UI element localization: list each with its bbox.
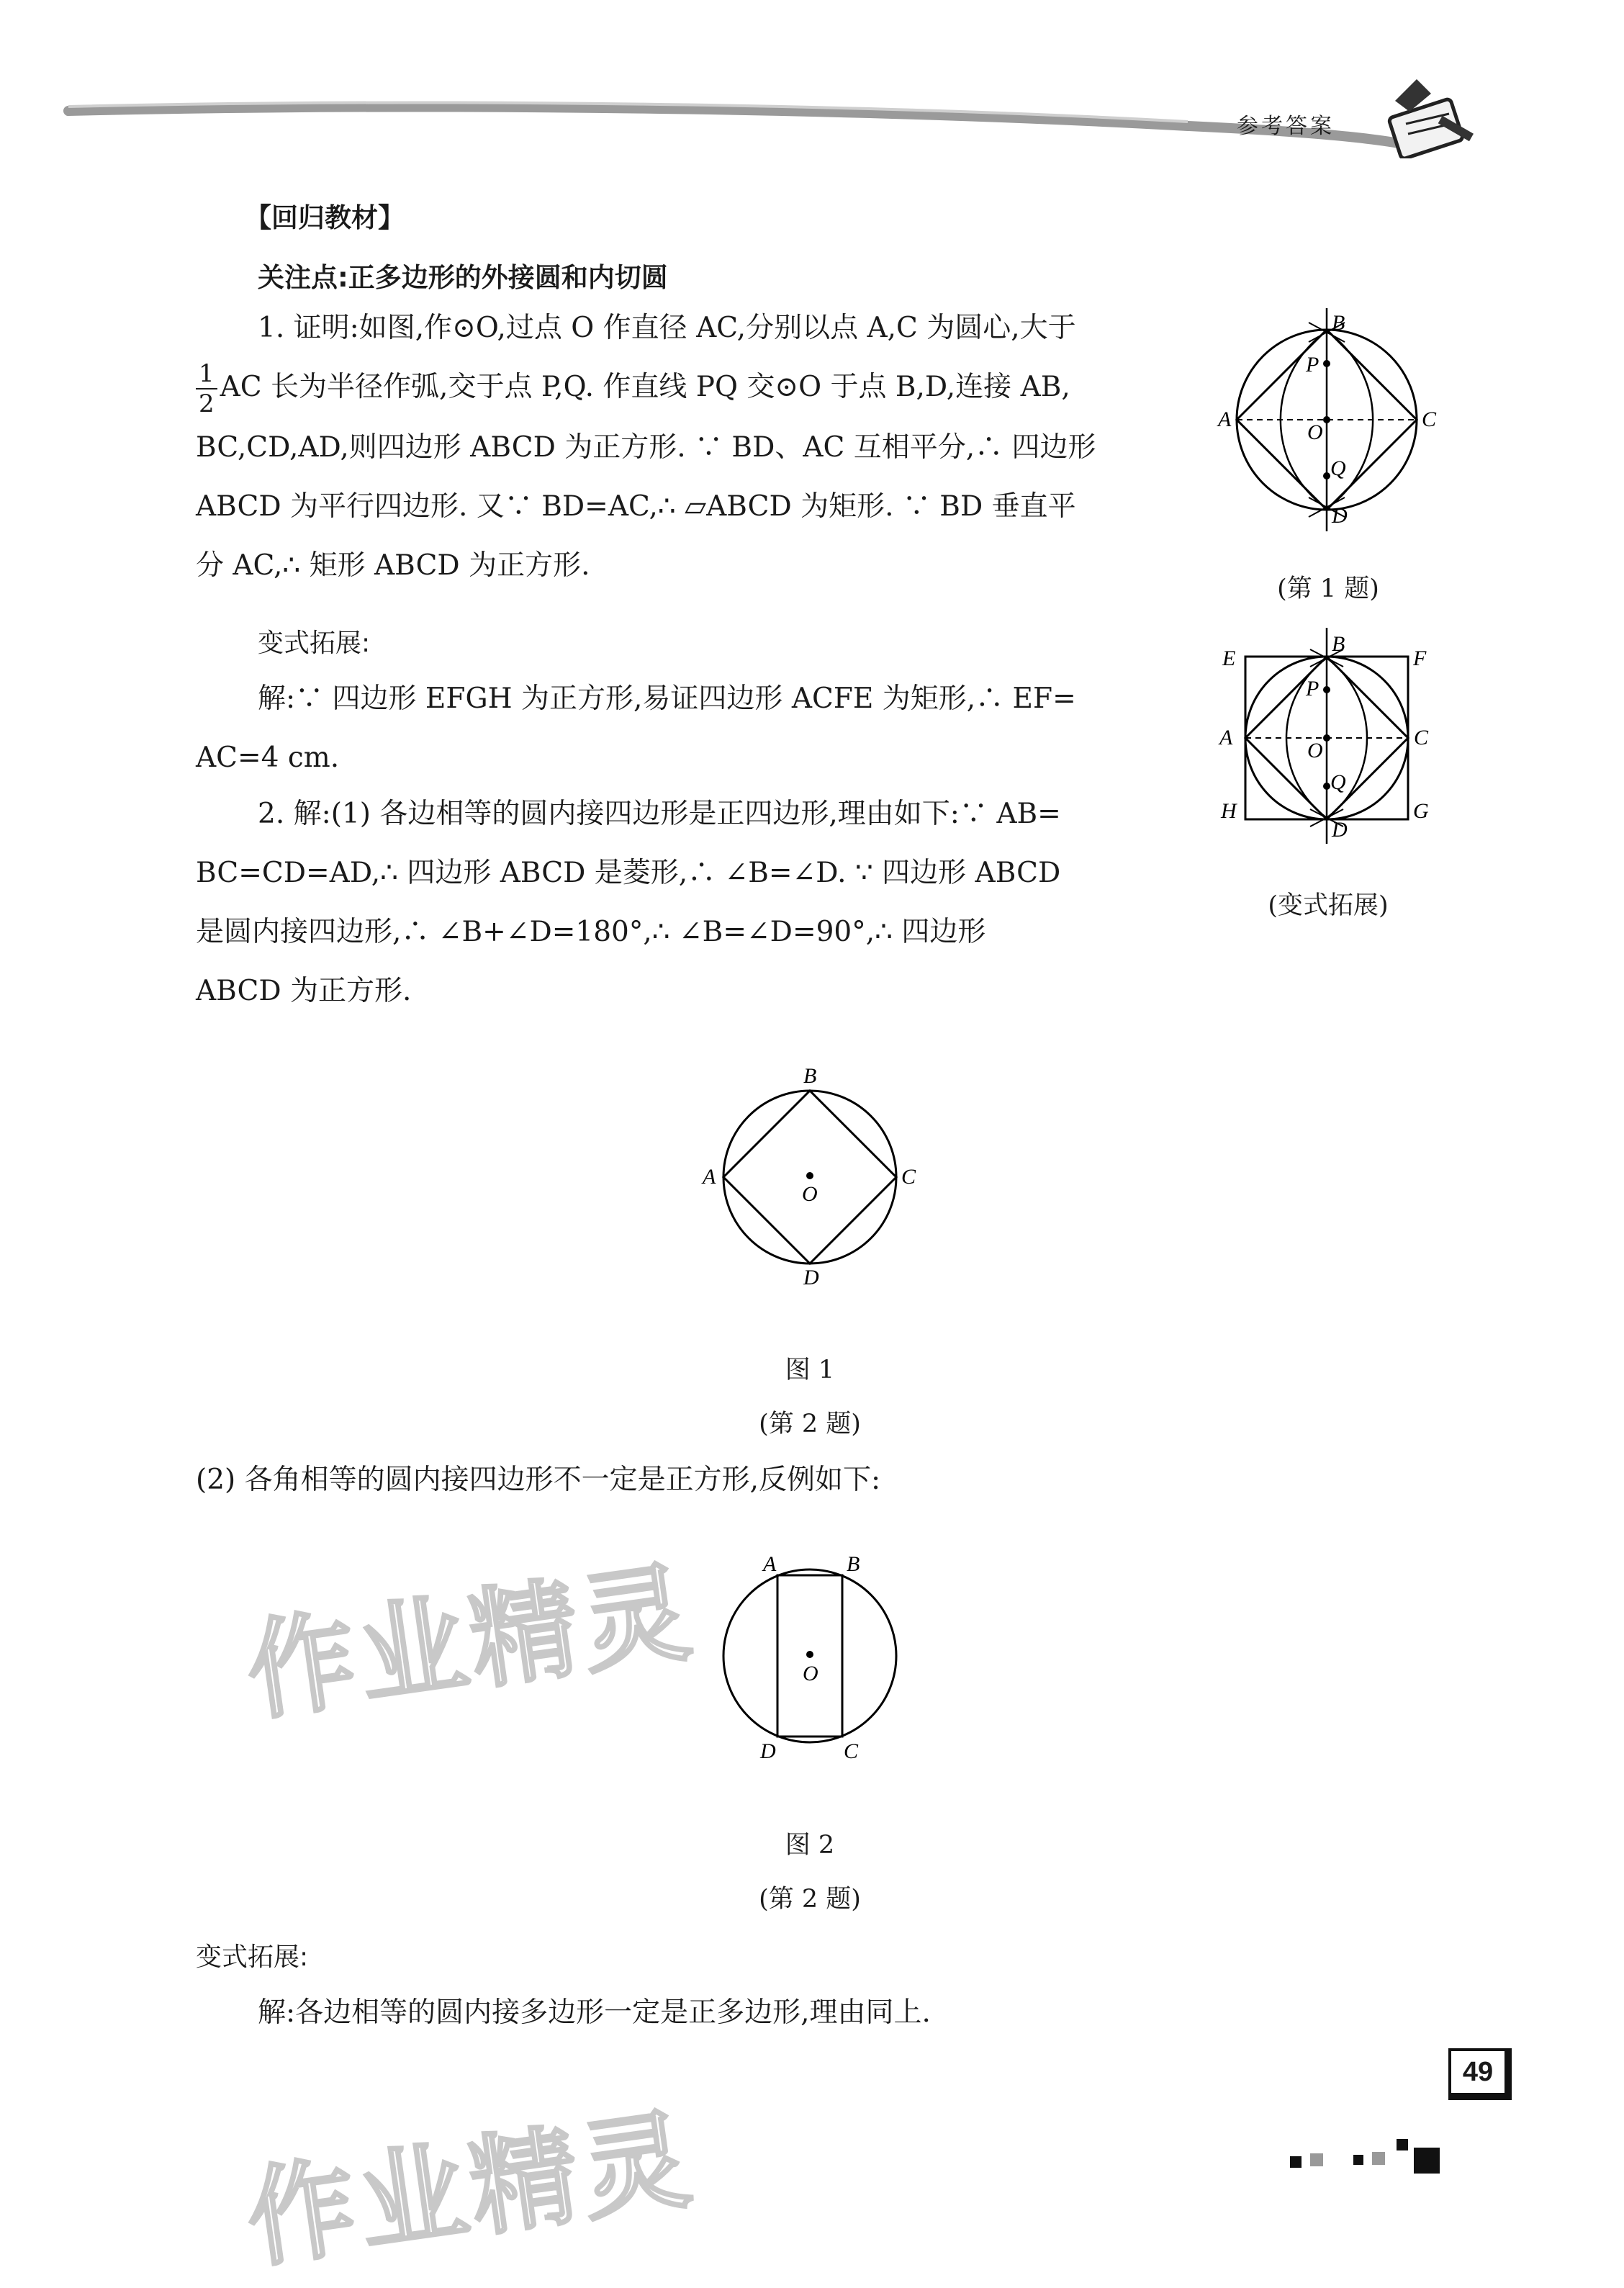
q2-part1 [196, 785, 1192, 1021]
label-F: F [1413, 647, 1427, 670]
q1-line2: AC 长为半径作弧,交于点 P,Q. 作直线 PQ 交⊙O 于点 B,D,连接 AB, [220, 371, 1070, 403]
figure-2-2 [691, 1548, 929, 1778]
label-C: C [1414, 726, 1429, 749]
q1-line5: 分 AC,∴ 矩形 ABCD 为正方形. [196, 549, 590, 582]
header-label: 参考答案 [1237, 114, 1335, 139]
label-O: O [802, 1182, 818, 1206]
label-B: B [803, 1064, 817, 1088]
label-O: O [1307, 420, 1323, 444]
label-O: O [1307, 739, 1323, 762]
q2-variant-title: 变式拓展: [196, 1942, 309, 1972]
label-D: D [803, 1266, 819, 1289]
label-G: G [1413, 799, 1429, 823]
fraction-one-half [196, 359, 217, 418]
q2-variant-text: 解:各边相等的圆内接多边形一定是正多边形,理由同上. [258, 1996, 931, 2029]
q1-proof [196, 299, 1192, 595]
figure-q1-caption: (第 1 题) [1277, 575, 1379, 603]
label-D: D [1332, 504, 1348, 528]
section-title-return-textbook: 【回归教材】 [245, 202, 405, 233]
figure-variant-caption: (变式拓展) [1268, 891, 1389, 920]
section-title-focus: 关注点:正多边形的外接圆和内切圆 [258, 262, 668, 293]
q2-part2: (2) 各角相等的圆内接四边形不一定是正方形,反例如下: [196, 1464, 881, 1496]
q1-variant-line2: AC=4 cm. [196, 742, 340, 774]
q1-variant-line1: 解:∵ 四边形 EFGH 为正方形,易证四边形 ACFE 为矩形,∴ EF= [258, 683, 1076, 715]
figure-2-2-label: 图 2 [785, 1831, 835, 1860]
label-A: A [763, 1552, 777, 1576]
label-E: E [1222, 647, 1236, 670]
page-number-box [1448, 2048, 1512, 2100]
q1-line1: 1. 证明:如图,作⊙O,过点 O 作直径 AC,分别以点 A,C 为圆心,大于 [258, 312, 1076, 344]
square-mark [1310, 2153, 1323, 2166]
figure-2-1 [691, 1058, 929, 1296]
label-B: B [847, 1552, 860, 1576]
notebook-pencil-icon [1381, 72, 1481, 158]
q2-line1: 2. 解:(1) 各边相等的圆内接四边形是正四边形,理由如下:∵ AB= [258, 798, 1061, 830]
label-B: B [1332, 311, 1345, 335]
figure-2-1-label: 图 1 [785, 1356, 835, 1384]
label-H: H [1221, 799, 1237, 823]
page-number: 49 [1462, 2056, 1494, 2087]
square-mark [1372, 2152, 1385, 2165]
label-P: P [1306, 353, 1320, 377]
square-mark [1353, 2155, 1363, 2165]
label-D: D [760, 1739, 776, 1763]
fraction-denominator: 2 [199, 389, 215, 418]
figure-2-1-caption: (第 2 题) [759, 1410, 861, 1438]
q2-line4: ABCD 为正方形. [196, 975, 412, 1007]
q1-variant-title: 变式拓展: [258, 629, 371, 658]
label-C: C [1422, 407, 1437, 431]
label-C: C [901, 1165, 916, 1189]
q1-line4: ABCD 为平行四边形. 又∵ BD=AC,∴ ▱ABCD 为矩形. ∵ BD 垂直平 [196, 490, 1076, 523]
q1-line3: BC,CD,AD,则四边形 ABCD 为正方形. ∵ BD、AC 互相平分,∴ 四边形 [196, 431, 1096, 464]
q2-line2: BC=CD=AD,∴ 四边形 ABCD 是菱形,∴ ∠B=∠D. ∵ 四边形 ABCD [196, 857, 1061, 889]
watermark: 作业精灵 [239, 1549, 703, 1737]
label-C: C [844, 1739, 859, 1763]
square-mark [1290, 2156, 1302, 2168]
figure-2-2-caption: (第 2 题) [759, 1885, 861, 1914]
q1-line2-row [196, 358, 1192, 418]
label-A: A [703, 1165, 716, 1189]
label-A: A [1219, 726, 1233, 749]
square-mark [1397, 2139, 1408, 2150]
figure-q1 [1209, 302, 1447, 533]
watermark: 作业精灵 [239, 2096, 703, 2284]
fraction-numerator: 1 [196, 359, 217, 389]
label-A: A [1218, 407, 1232, 431]
figure-variant [1209, 626, 1447, 850]
q1-variant [196, 670, 1192, 788]
label-D: D [1332, 818, 1348, 842]
label-P: P [1306, 677, 1320, 701]
label-B: B [1332, 632, 1345, 656]
label-Q: Q [1330, 770, 1346, 794]
square-mark [1414, 2148, 1440, 2174]
label-Q: Q [1330, 456, 1346, 480]
label-O: O [803, 1662, 818, 1685]
q2-line3: 是圆内接四边形,∴ ∠B+∠D=180°,∴ ∠B=∠D=90°,∴ 四边形 [196, 916, 986, 948]
